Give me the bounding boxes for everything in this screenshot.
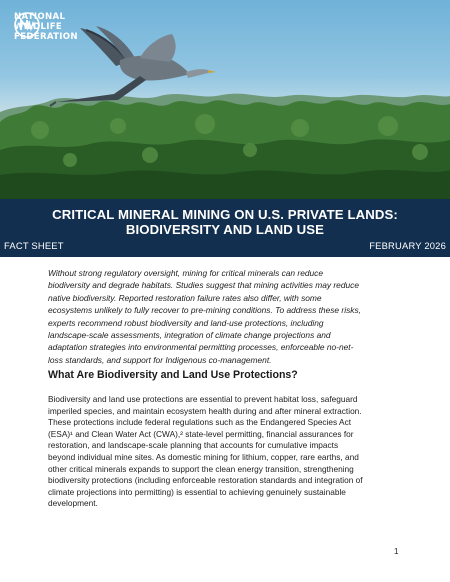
body-line: These protections include federal regulations such as the Endangered Species Act	[48, 417, 352, 428]
document-title	[0, 207, 450, 237]
hero-photo	[0, 0, 450, 199]
section-heading: What Are Biodiversity and Land Use Protections?	[48, 369, 298, 381]
logo-line-federation: FEDERATION	[14, 32, 78, 42]
intro-line: ecosystems unlikely to fully recover to pre-mining conditions. To address these risks,	[48, 305, 361, 316]
intro-line: experts recommend robust biodiversity and land-use protections, including	[48, 317, 324, 328]
body-line: beyond individual mine sites. As domestic mining for lithium, copper, rare earths, and	[48, 451, 359, 462]
body-line: (ESA)¹ and Clean Water Act (CWA),² state-level permitting, financial assurances for	[48, 428, 354, 439]
intro-line: loss standards, and support for Indigenous co-management.	[48, 354, 272, 365]
intro-line: Without strong regulatory oversight, mining for critical minerals can reduce	[48, 268, 324, 278]
intro-line: adaptation strategies into environmental permitting processes, enforceable no-net-	[48, 342, 354, 353]
document-title-line-2: BIODIVERSITY AND LAND USE	[125, 222, 325, 237]
body-line: restoration, and landscape-scale planning that accounts for cumulative impacts	[48, 440, 339, 451]
document-type: FACT SHEET	[4, 240, 64, 251]
body-line: development.	[48, 498, 98, 509]
section-body-paragraph	[48, 394, 408, 510]
body-line: biodiversity protections (including enforceable restoration standards and integration of	[48, 475, 363, 486]
intro-paragraph	[48, 267, 408, 366]
nwf-mark-icon	[14, 12, 40, 38]
body-line: other critical minerals expands to support the clean energy transition, strengthening	[48, 463, 354, 474]
body-line: Biodiversity and land use protections are essential to prevent habitat loss, safeguard	[48, 394, 358, 404]
body-line: imperiled species, and maintain ecosystem health during and after mineral extraction.	[48, 405, 362, 416]
logo-line-wildlife: WILDLIFE	[14, 22, 63, 32]
logo-line-national: NATIONAL	[14, 12, 66, 22]
title-banner	[0, 199, 450, 257]
nwf-logo[interactable]	[14, 12, 78, 42]
intro-line: native biodiversity. Reported restoration failure rates also differ, with some	[48, 292, 322, 303]
body-line: climate projections into permitting) is essential to achieving genuinely sustainable	[48, 486, 346, 497]
forest-foreground	[0, 170, 450, 199]
document-date: FEBRUARY 2026	[369, 240, 446, 251]
document-title-line-1: CRITICAL MINERAL MINING ON U.S. PRIVATE LANDS:	[52, 207, 398, 222]
intro-line: landscape-scale assessments, integration of climate change projections and	[48, 330, 331, 341]
intro-line: biodiversity and degrade habitats. Studies suggest that mining activities may reduce	[48, 280, 359, 291]
page-number: 1	[394, 547, 399, 556]
